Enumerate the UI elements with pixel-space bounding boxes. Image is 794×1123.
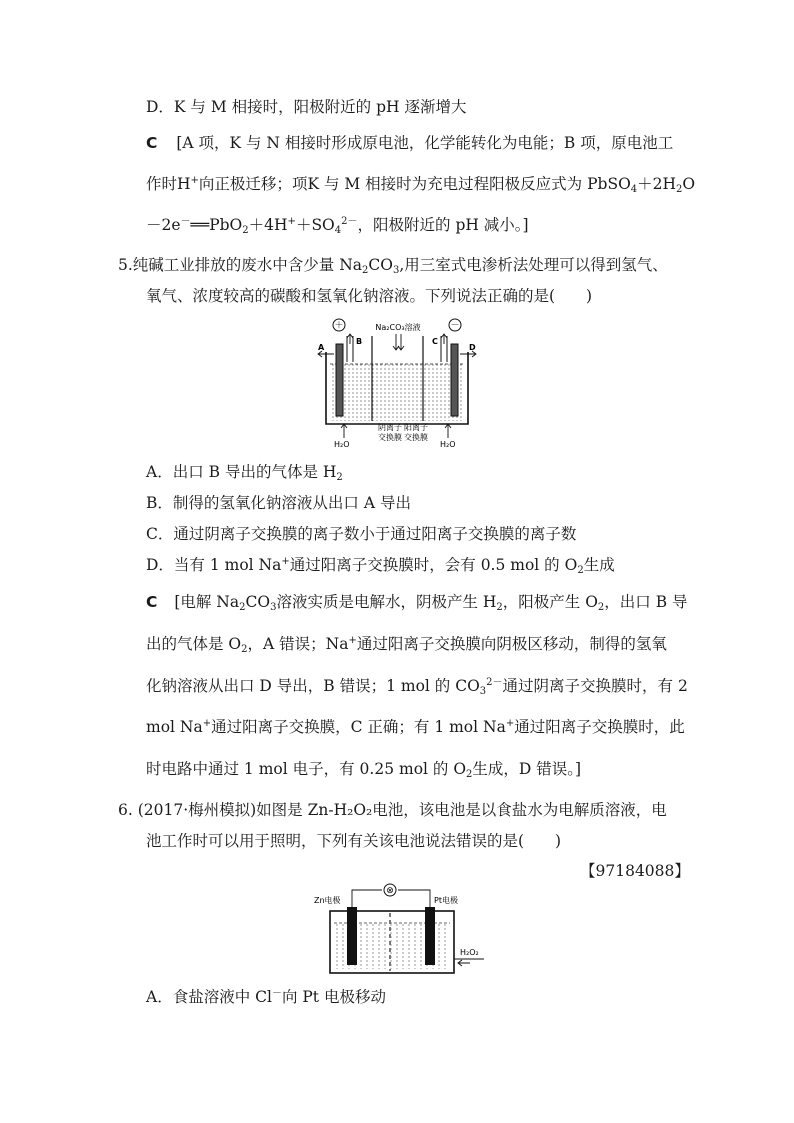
q5-cathode	[451, 344, 458, 416]
q5-anode	[336, 344, 343, 416]
q5-option-b: B．制得的氢氧化钠溶液从出口 A 导出	[146, 494, 411, 512]
q4-explanation-line3: $-2e^-══PbO_2+4H^++SO_4^{2-}$，阳极附近的 pH 减小。]	[146, 216, 529, 236]
q5-answer-letter: C	[146, 593, 158, 611]
q5-electrodialysis-figure	[312, 316, 482, 450]
q5-top-label: Na₂CO₃溶液	[375, 323, 421, 332]
q6-stem-line1: 6. (2017·梅州模拟)如图是 Zn-H₂O₂电池，该电池是以食盐水为电解质溶液，电	[118, 801, 667, 819]
q6-bulb-symbol: ⊗	[386, 886, 394, 896]
q6-stem-line2: 池工作时可以用于照明，下列有关该电池说法错误的是( )	[146, 832, 562, 850]
q6-pt-electrode	[425, 907, 435, 965]
q6-battery-figure	[312, 883, 488, 975]
q5-explanation-line5: 时电路中通过 1 mol 电子，有 0.25 mol 的 $O_2$生成，D 错误。]	[146, 760, 582, 780]
q5-explanation-line1: C [电解 $Na_2CO_3$溶液实质是电解水，阴极产生 $H_2$，阳极产生 $O_2$，出口 B 导	[146, 593, 688, 613]
q5-explanation-line3: 化钠溶液从出口 D 导出，B 错误；1 mol 的 $CO_3^{2-}$通过阴离子交换膜时，有 2	[146, 677, 688, 697]
q5-water-right: H₂O	[440, 440, 456, 449]
q5-label-c: C	[432, 337, 438, 346]
q4-explanation-line2: 作时H+向正极迁移；项K 与 M 相接时为充电过程阳极反应式为 $PbSO_4+2H_2O$	[146, 175, 696, 195]
q4-answer-letter: C	[146, 134, 158, 152]
q5-electrolyte	[330, 364, 464, 421]
q5-explanation-line4: mol Na+通过阳离子交换膜，C 正确；有 1 mol Na+通过阳离子交换膜时，此	[146, 718, 685, 736]
q5-stem-line1: 5.纯碱工业排放的废水中含少量 $Na_2CO_3$,用三室式电渗析法处理可以得到氢气、	[118, 256, 668, 276]
q5-cation-label1: 阳离子	[404, 423, 428, 432]
q6-option-a: A．食盐溶液中 Cl－向 Pt 电极移动	[146, 988, 386, 1006]
q5-cation-label2: 交换膜	[404, 433, 428, 442]
q5-minus-sign: －	[450, 321, 460, 331]
q5-label-d: D	[469, 343, 476, 352]
q5-explanation-line2: 出的气体是 $O_2$，A 错误；Na+通过阳离子交换膜向阴极区移动，制得的氢氧	[146, 635, 667, 655]
q5-label-a: A	[318, 343, 325, 352]
q5-option-d: D．当有 1 mol Na+通过阳离子交换膜时，会有 0.5 mol 的 $O_2$生成	[146, 556, 615, 576]
q5-label-b: B	[356, 337, 363, 346]
q6-zn-electrode	[347, 907, 357, 965]
q6-label-zn: Zn电极	[314, 896, 341, 905]
q4-explanation-line1: C [A 项，K 与 N 相接时形成原电池，化学能转化为电能；B 项，原电池工	[146, 134, 674, 152]
q5-plus-sign: ＋	[334, 321, 344, 331]
q5-stem-line2: 氧气、浓度较高的碳酸和氢氧化钠溶液。下列说法正确的是( )	[146, 287, 593, 305]
q6-label-h2o2: H₂O₂	[460, 948, 479, 957]
q5-anion-label2: 交换膜	[378, 433, 402, 442]
q4-option-d: D．K 与 M 相接时，阳极附近的 pH 逐渐增大	[146, 98, 467, 116]
q5-water-left: H₂O	[334, 440, 350, 449]
q6-question-code: 【97184088】	[580, 862, 690, 880]
q5-option-c: C．通过阴离子交换膜的离子数小于通过阳离子交换膜的离子数	[146, 525, 577, 543]
q5-option-a: A．出口 B 导出的气体是 $H_2$	[146, 463, 343, 483]
q5-anion-label1: 阴离子	[378, 423, 402, 432]
q6-label-pt: Pt电极	[434, 896, 458, 905]
